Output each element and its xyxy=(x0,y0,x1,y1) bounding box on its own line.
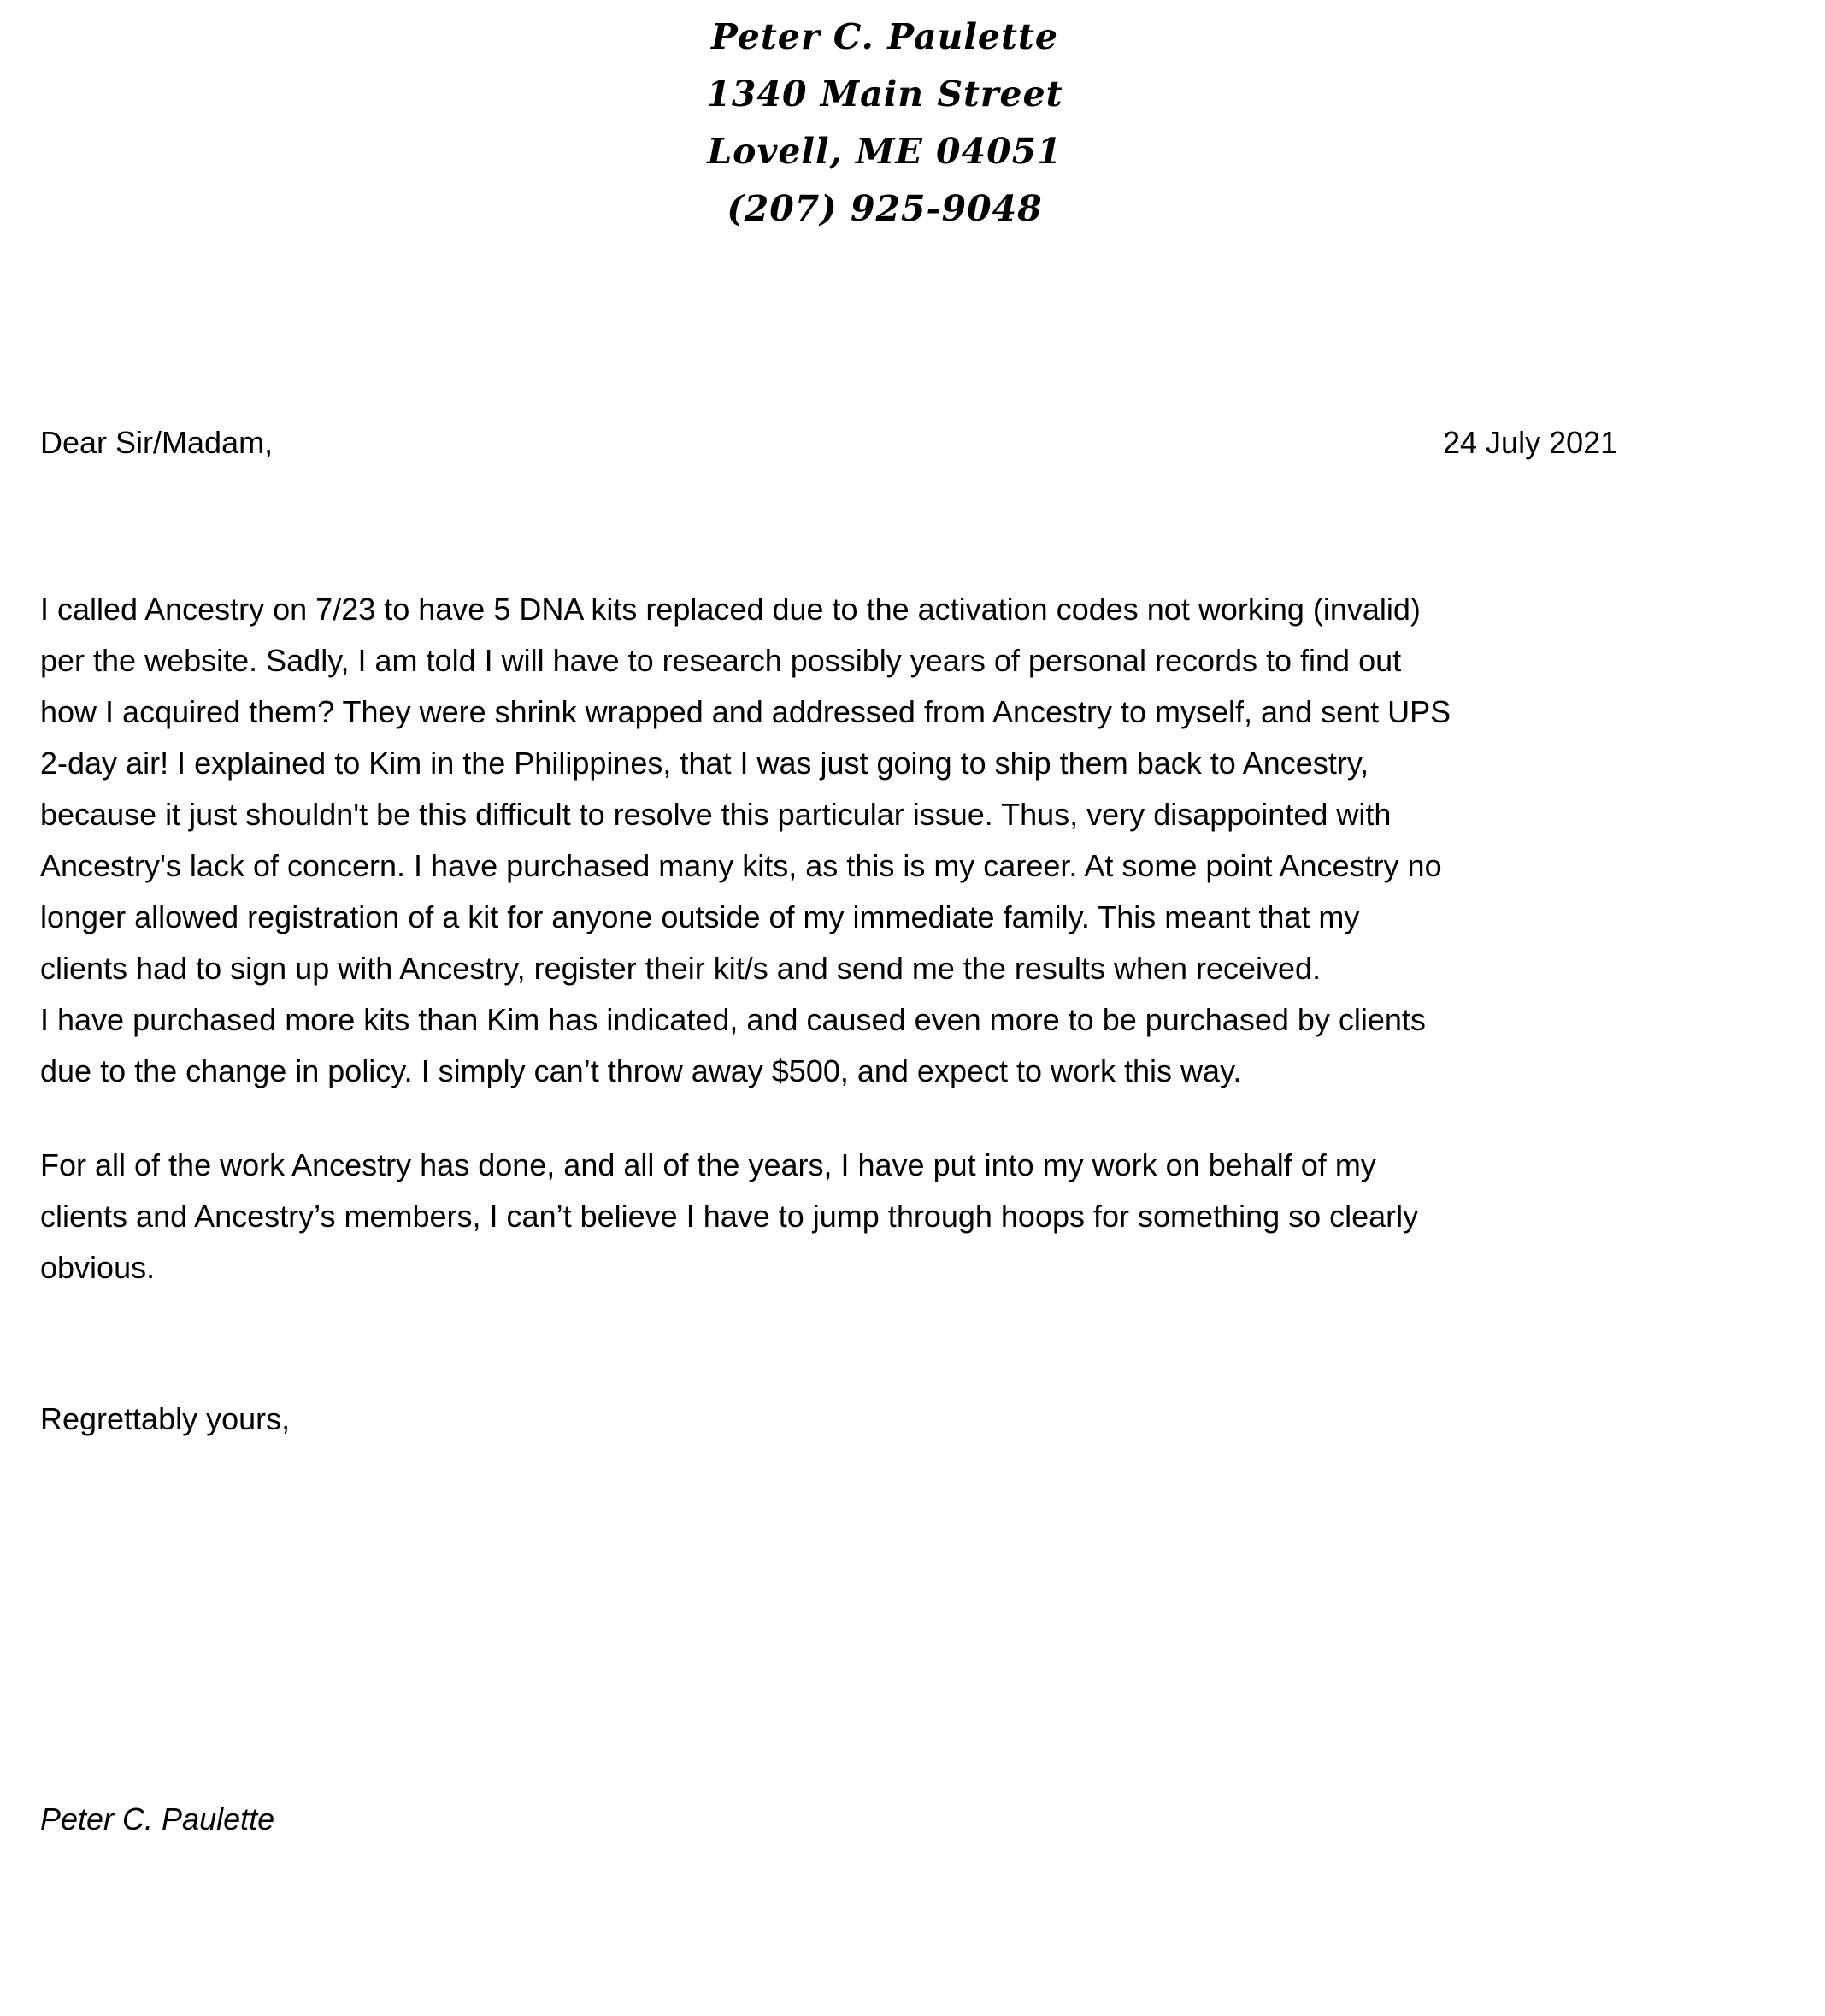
paragraph-line: per the website. Sadly, I am told I will have to research possibly years of personal records to find out xyxy=(40,643,1402,678)
paragraph-line: Ancestry's lack of concern. I have purchased many kits, as this is my career. At some point Ancestry no xyxy=(40,848,1442,883)
paragraph-line: I have purchased more kits than Kim has indicated, and caused even more to be purchased by clients xyxy=(40,1002,1426,1037)
paragraph-line: how I acquired them? They were shrink wrapped and addressed from Ancestry to myself, and sent UPS xyxy=(40,694,1451,729)
signature: Peter C. Paulette xyxy=(40,1801,275,1836)
paragraph-line: due to the change in policy. I simply can’t throw away $500, and expect to work this way. xyxy=(40,1053,1242,1088)
paragraph-line: because it just shouldn't be this difficult to resolve this particular issue. Thus, very disappointed with xyxy=(40,797,1392,832)
letterhead xyxy=(40,9,1729,238)
paragraph-line: For all of the work Ancestry has done, and all of the years, I have put into my work on behalf of my xyxy=(40,1147,1376,1182)
salutation-row xyxy=(40,417,1774,469)
letterhead-city-state-zip: Lovell, ME 04051 xyxy=(707,131,1063,172)
paragraph-line: clients and Ancestry’s members, I can’t believe I have to jump through hoops for something so clearly xyxy=(40,1199,1419,1234)
body-paragraph-2 xyxy=(40,1140,1418,1294)
letter-date: 24 July 2021 xyxy=(1443,425,1618,460)
paragraph-line: clients had to sign up with Ancestry, register their kit/s and send me the results when received. xyxy=(40,951,1322,986)
letterhead-phone: (207) 925-9048 xyxy=(727,188,1043,229)
body-paragraph-1 xyxy=(40,584,1451,1097)
letterhead-street: 1340 Main Street xyxy=(706,74,1063,115)
salutation: Dear Sir/Madam, xyxy=(40,425,274,460)
closing: Regrettably yours, xyxy=(40,1401,291,1436)
paragraph-line: 2-day air! I explained to Kim in the Philippines, that I was just going to ship them back to Ancestry, xyxy=(40,746,1369,781)
paragraph-line: longer allowed registration of a kit for anyone outside of my immediate family. This meant that my xyxy=(40,899,1360,934)
letterhead-name: Peter C. Paulette xyxy=(711,16,1058,57)
paragraph-line: I called Ancestry on 7/23 to have 5 DNA kits replaced due to the activation codes not working (invalid) xyxy=(40,592,1421,627)
paragraph-line: obvious. xyxy=(40,1250,156,1285)
